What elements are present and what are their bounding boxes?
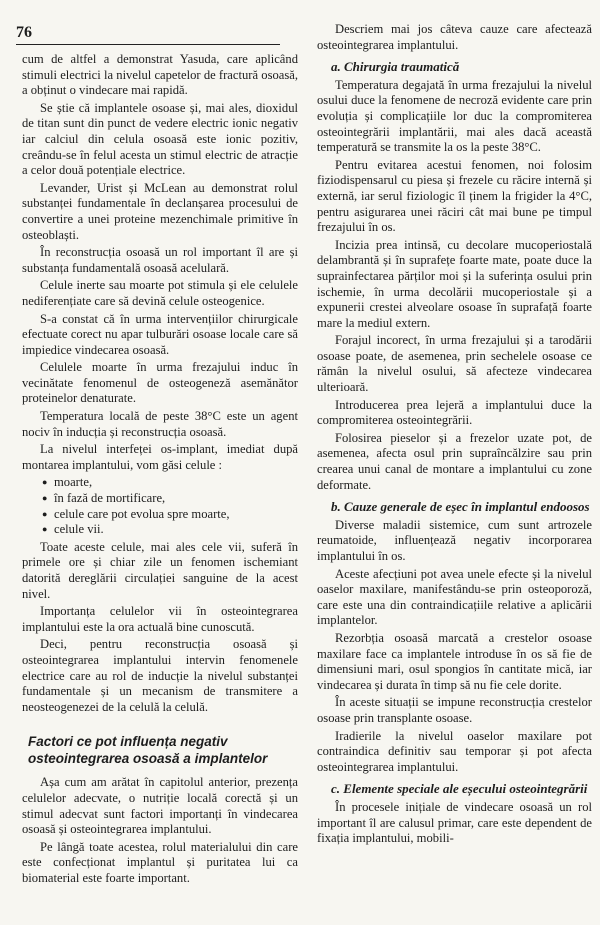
paragraph: Așa cum am arătat în capitolul anterior, prezența celulelor adecvate, o nutriție locală corectă și un stimul adecvat sunt factori importanți în vindecarea osoasă și osteointegrarea implantului. bbox=[22, 775, 298, 837]
list-item: ● celule vii. bbox=[42, 522, 298, 538]
header-rule bbox=[16, 44, 280, 45]
paragraph: La nivelul interfeței os-implant, imediat după montarea implantului, vom găsi celule : bbox=[22, 442, 298, 472]
paragraph: În procesele inițiale de vindecare osoasă un rol important îl are calusul primar, care este dependent de fixația implantului, mobili- bbox=[317, 799, 592, 846]
left-paragraphs-bottom bbox=[22, 775, 298, 886]
paragraph: Temperatura degajată în urma frezajului la nivelul osului duce la fenomene de necroză evidente care prin evoluția și complicațiile lor duc la compromiterea osteointegrării implantării, mai ales dacă această temperatură se transmite la os la peste 38°C. bbox=[317, 77, 592, 155]
page-number: 76 bbox=[16, 24, 32, 41]
subsection-heading-c: c. Elemente speciale ale eșecului osteointegrării bbox=[331, 781, 588, 797]
paragraph: Introducerea prea lejeră a implantului duce la compromiterea osteointegrării. bbox=[317, 397, 592, 428]
paragraph: Folosirea pieselor și a frezelor uzate pot, de asemenea, afecta osul prin supraîncălzire sau prin crearea unui canal de montare a implantului cu zone deformate. bbox=[317, 430, 592, 492]
paragraph: cum de altfel a demonstrat Yasuda, care aplicând stimuli electrici la nivelul capetelor de fractură osoasă, a obținut o vindecare mai rapidă. bbox=[22, 52, 298, 98]
paragraph: Diverse maladii sistemice, cum sunt artrozele reumatoide, influențează negativ incorporarea implantului în os. bbox=[317, 517, 592, 563]
paragraph: Pentru evitarea acestui fenomen, noi folosim fiziodispensarul cu piesa și frezele cu răcire internă și externă, iar serul fiziologic îl ținem la frigider la 4°C, pentru asigurarea unei răciri cât mai bune pe timpul frezajului în os. bbox=[317, 157, 592, 235]
cell-state-list bbox=[22, 475, 298, 537]
paragraph: În reconstrucția osoasă un rol important îl are și substanța fundamentală osoasă acelulară. bbox=[22, 245, 298, 275]
paragraph: Deci, pentru reconstrucția osoasă și osteointegrarea implantului intervin fenomenele electrice care au rol de inducție la nivelul substanței fundamentale și un mecanism de transmitere a neosteogenezei de la celulă la celulă. bbox=[22, 637, 298, 714]
list-item: ● în fază de mortificare, bbox=[42, 491, 298, 507]
list-item: ● moarte, bbox=[42, 475, 298, 491]
right-column bbox=[317, 22, 592, 920]
paragraph: Iradierile la nivelul oaselor maxilare pot contraindica definitiv sau temporar și pot afecta osteointegrarea implantului. bbox=[317, 728, 592, 774]
left-column bbox=[22, 52, 298, 920]
paragraph: Rezorbția osoasă marcată a crestelor osoase maxilare face ca implantele introduse în os să fie de dimensiuni mari, osul spongios în cantitate mică, iar vindecarea și durata în timp să nu fie cele dorite. bbox=[317, 630, 592, 692]
paragraph: Se știe că implantele osoase și, mai ales, dioxidul de titan sunt din punct de vedere electric ionic negativ iar calciul din celula osoasă este ionic pozitiv, creându-se în felul acesta un stimul electric de atracție a celor două potențiale electrice. bbox=[22, 100, 298, 178]
section-heading: Factori ce pot influența negativ osteointegrarea osoasă a implantelor bbox=[28, 734, 268, 767]
paragraph: S-a constat că în urma intervențiilor chirurgicale efectuate corect nu apar tulburări osoase locale care să impiedice vindecarea osoasă. bbox=[22, 311, 298, 357]
paragraph: Toate aceste celule, mai ales cele vii, suferă în primele ore și chiar zile un fenomen ischemiant datorită dereglării circulației sanguine de la acest nivel. bbox=[22, 539, 298, 601]
right-paragraphs-a bbox=[317, 78, 592, 493]
subsection-heading-a: a. Chirurgia traumatică bbox=[331, 59, 460, 75]
left-paragraphs-top bbox=[22, 52, 298, 473]
paragraph: Pe lângă toate acestea, rolul materialului din care este confecționat implantul și puritatea lui ca biomaterial este foarte important. bbox=[22, 839, 298, 885]
paragraph: Aceste afecțiuni pot avea unele efecte și la nivelul oaselor maxilare, manifestându-se prin osteoporoză, care este una din contraindicațiile relative a aplicării implantelor. bbox=[317, 566, 592, 628]
paragraph: Descriem mai jos câteva cauze care afectează osteointegrarea implantului. bbox=[317, 22, 592, 52]
paragraph: Forajul incorect, în urma frezajului și a tarodării osoase poate, de asemenea, prin sechelele osoase ce rămân la nivelul osului, să afecteze vindecarea ulterioară. bbox=[317, 333, 592, 395]
left-paragraphs-mid bbox=[22, 540, 298, 716]
subsection-heading-b: b. Cauze generale de eșec în implantul endoosos bbox=[331, 499, 590, 515]
paragraph: Levander, Urist și McLean au demonstrat rolul substanței fundamentale în declanșarea procesului de convertire a unei proteine mezenchimale primitive în osteoblaști. bbox=[22, 180, 298, 242]
paragraph: Celulele moarte în urma frezajului induc în vecinătate fenomenul de osteogeneză asemănător proteinelor denaturate. bbox=[22, 360, 298, 406]
paragraph: Incizia prea intinsă, cu decolare mucoperiostală delambrantă și în suprafețe foarte mate, poate duce la suprainfectarea părților moi și la suferința osului prin ischemie, în urma decolării mucoperiostale și a expunerii crestei alveolare osoase în suprafață foarte mare la mediul extern. bbox=[317, 237, 592, 330]
list-item: ● celule care pot evolua spre moarte, bbox=[42, 507, 298, 523]
paragraph: Temperatura locală de peste 38°C este un agent nociv în inducția și reconstrucția osoasă. bbox=[22, 409, 298, 439]
right-paragraphs-c bbox=[317, 800, 592, 847]
paragraph: Importanța celulelor vii în osteointegrarea implantului este la ora actuală bine cunoscută. bbox=[22, 604, 298, 634]
right-intro bbox=[317, 22, 592, 53]
paragraph: În aceste situații se impune reconstrucția crestelor osoase prin transplante osoase. bbox=[317, 695, 592, 725]
paragraph: Celule inerte sau moarte pot stimula și ele celulele nediferențiate care să devină celule osteogenice. bbox=[22, 278, 298, 308]
right-paragraphs-b bbox=[317, 518, 592, 776]
